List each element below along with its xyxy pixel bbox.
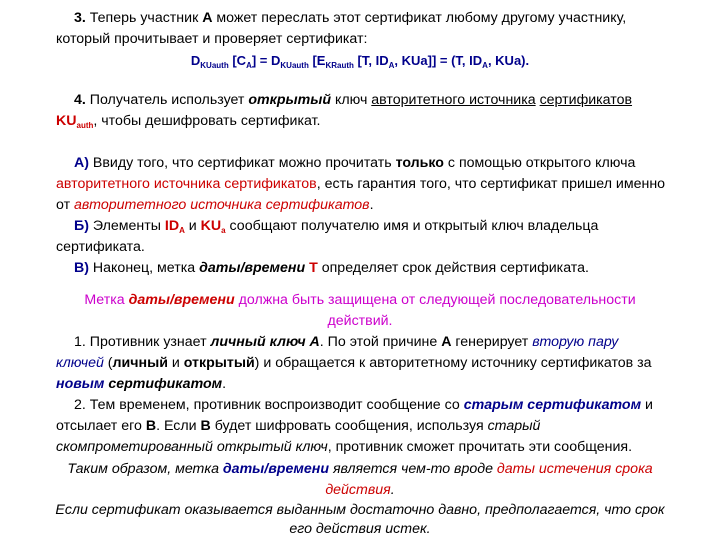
step-4-line-2	[56, 111, 320, 132]
conclusion-1-line-1	[0, 459, 720, 480]
expiry-term: действия	[325, 482, 391, 498]
text: .	[222, 376, 227, 392]
text: определяет срок действия сертификата.	[317, 260, 589, 276]
participant-b: В	[145, 418, 157, 434]
authority-term-red: авторитетного источника сертификатов	[56, 176, 317, 192]
authority-term: авторитетного источника	[371, 92, 536, 108]
text: может переслать этот сертификат любому другому участнику,	[212, 10, 627, 26]
participant-a: A	[202, 10, 213, 26]
point-v-line-1	[74, 258, 589, 279]
attack-step-1-line-3	[56, 374, 226, 395]
t-term: T	[309, 260, 318, 276]
second-pair-term: вторую пару	[532, 334, 619, 350]
formula-sub: A	[246, 61, 252, 70]
text: (	[103, 355, 113, 371]
attack-step-1-line-2	[56, 353, 652, 374]
formula-d: D	[271, 53, 281, 68]
text: Противник узнает	[85, 334, 211, 350]
compromised-key-term: скомпрометированный открытый ключ	[56, 439, 328, 455]
step-3-line-1	[74, 8, 626, 29]
ku-a-sub: a	[221, 226, 226, 235]
text: генерирует	[451, 334, 533, 350]
text: отсылает его	[56, 418, 146, 434]
participant-b: В	[200, 418, 211, 434]
point-a-line-1	[74, 153, 635, 174]
attack-step-1-number: 1.	[74, 334, 86, 350]
private-key-a-term: личный ключ А	[210, 334, 320, 350]
formula-sub: A	[388, 61, 395, 70]
formula-part: , KUa).	[487, 53, 530, 68]
only-term: только	[395, 155, 444, 171]
text: будет шифровать сообщения, используя	[210, 418, 488, 434]
attack-step-2-line-1	[74, 395, 653, 416]
attack-step-2-line-2	[56, 416, 540, 437]
certificates-term: сертификатов	[539, 92, 633, 108]
formula-part: [E	[308, 53, 326, 68]
formula-sub: KRauth	[325, 61, 354, 70]
attack-step-2-line-3	[56, 437, 632, 458]
point-v-label: В)	[74, 260, 89, 276]
old-term: старый	[487, 418, 541, 434]
text: с помощью открытого ключа	[443, 155, 636, 171]
text: Наконец, метка	[88, 260, 200, 276]
text: . Если	[156, 418, 201, 434]
authority-term-red-italic: авторитетного источника сертификатов	[74, 197, 370, 213]
formula-part: [C	[228, 53, 247, 68]
warning-line-1	[0, 290, 720, 311]
datetime-term: даты/времени	[199, 260, 306, 276]
text: и	[641, 397, 653, 413]
certificate-term: сертификатом	[104, 376, 223, 392]
text: . По этой причине	[319, 334, 442, 350]
formula-sub: KUauth	[280, 61, 309, 70]
attack-step-1-line-1	[74, 332, 618, 353]
conclusion-2-line-2	[0, 519, 720, 540]
text: Теперь участник	[85, 10, 203, 26]
ku-auth-sub: auth	[76, 121, 94, 130]
text: .	[390, 482, 395, 498]
formula-part: ] =	[251, 53, 272, 68]
text: , есть гарантия того, что сертификат пришел именно	[316, 176, 666, 192]
point-b-line-2	[56, 237, 145, 258]
datetime-term-red: даты/времени	[128, 292, 235, 308]
text: Если сертификат оказывается выданным достаточно давно, предполагается, что срок	[55, 502, 665, 518]
text: .	[369, 197, 374, 213]
text: который прочитывает и проверяет сертификат:	[56, 31, 368, 47]
text: Элементы	[88, 218, 165, 234]
text: Тем временем, противник воспроизводит сообщение со	[85, 397, 464, 413]
participant-a: А	[441, 334, 452, 350]
formula-part: [T, ID	[353, 53, 389, 68]
text: Получатель использует	[85, 92, 249, 108]
id-a-sub: A	[179, 226, 185, 235]
text: ключ	[331, 92, 372, 108]
text: от	[56, 197, 75, 213]
step-4-line-1	[74, 90, 632, 111]
text: Таким образом, метка	[67, 461, 223, 477]
expiry-term: даты истечения срока	[496, 461, 653, 477]
open-key-term: открытый	[248, 92, 332, 108]
text: и	[167, 355, 184, 371]
step-4-number: 4.	[74, 92, 86, 108]
point-a-line-2	[56, 174, 665, 195]
text: , противник сможет прочитать эти сообщения.	[327, 439, 633, 455]
old-certificate-term: старым сертификатом	[463, 397, 642, 413]
text: является чем-то вроде	[329, 461, 497, 477]
private-term: личный	[112, 355, 168, 371]
formula-sub: KUauth	[200, 61, 229, 70]
new-term: новым	[56, 376, 105, 392]
point-b-label: Б)	[74, 218, 89, 234]
public-term: открытый	[183, 355, 255, 371]
text: действий.	[327, 313, 393, 329]
conclusion-2-line-1	[0, 500, 720, 521]
text: Метка	[84, 292, 129, 308]
conclusion-1-line-2	[0, 480, 720, 501]
formula-d: D	[190, 53, 201, 68]
datetime-term: даты/времени	[222, 461, 329, 477]
id-a-term: ID	[164, 218, 180, 234]
step-3-line-2	[56, 29, 367, 50]
text: сообщают получателю имя и открытый ключ владельца	[225, 218, 599, 234]
attack-step-2-number: 2.	[74, 397, 86, 413]
keys-term: ключей	[56, 355, 104, 371]
text: Ввиду того, что сертификат можно прочитать	[88, 155, 396, 171]
text: и	[184, 218, 201, 234]
formula-part: , KUa]] = (T, ID	[394, 53, 483, 68]
point-a-line-3	[56, 195, 374, 216]
warning-line-2	[0, 311, 720, 332]
certificate-formula	[0, 50, 720, 71]
ku-a-term: KU	[200, 218, 222, 234]
ku-auth-key: KU	[56, 113, 77, 129]
text: его действия истек.	[289, 521, 431, 537]
text: ) и обращается к авторитетному источнику сертификатов за	[254, 355, 652, 371]
point-b-line-1	[74, 216, 598, 237]
text: , чтобы дешифровать сертификат.	[93, 113, 321, 129]
text: должна быть защищена от следующей последовательности	[234, 292, 636, 308]
point-a-label: А)	[74, 155, 89, 171]
step-3-number: 3.	[74, 10, 86, 26]
formula-sub: A	[482, 61, 488, 70]
text: сертификата.	[56, 239, 145, 255]
